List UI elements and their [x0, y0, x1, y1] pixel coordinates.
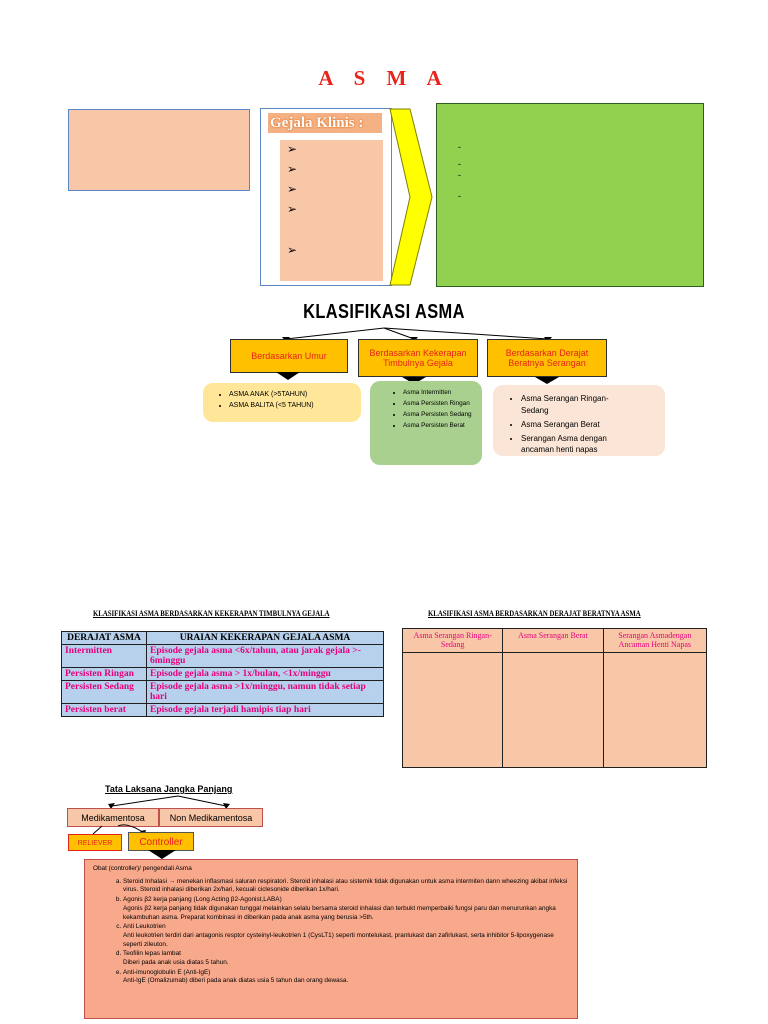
table-row — [62, 645, 384, 668]
gejala-bullet: ➢ — [287, 182, 298, 196]
drug-name: Teofilin lepas lambat — [123, 950, 181, 958]
down-arrow-icon — [276, 372, 300, 382]
table-derajat — [402, 628, 707, 768]
table-cell: Intermitten — [62, 645, 147, 668]
list-item: • Asma Serangan Ringan-Sedang — [521, 393, 635, 417]
gejala-bullet: ➢ — [287, 162, 298, 176]
drug-name: Anti-imunoglobulin E (Anti-IgE) — [123, 968, 211, 976]
kekerapan-list-box — [370, 381, 482, 465]
green-dash: - — [458, 191, 461, 201]
green-dash: - — [458, 159, 461, 169]
drug-name: Agonis β2 kerja panjang (Long Acting β2-Agonist,LABA) — [123, 896, 282, 904]
list-item: • Asma Serangan Berat — [521, 419, 635, 431]
table-derajat-title: KLASIFIKASI ASMA BERDASARKAN DERAJAT BERATNYA ASMA — [428, 609, 641, 618]
table-cell: Persisten Ringan — [62, 668, 147, 681]
page-title: A S M A — [318, 66, 450, 90]
list-item — [123, 969, 569, 986]
table-header: Asma Serangan Ringan-Sedang — [403, 629, 503, 653]
category-box-umur: Berdasarkan Umur — [230, 339, 348, 373]
drug-name: Steroid Inhalasi → menekan inflasmasi saluran respiratori. Steroid inhalasi atau sistemik tidak digunakan untuk asma intermiten dann wheezing akibat infeksi virus. Steroid inhalasi diberikan 2x/hari, kecuali ciclesonide diberikan 1x/hari. — [123, 877, 568, 894]
list-item: • ASMA ANAK (>5TAHUN) — [229, 390, 361, 399]
list-item: • Asma Persisten Sedang — [403, 410, 478, 419]
table-cell: Persisten berat — [62, 704, 147, 717]
table-header: Serangan Asmadengan Ancaman Henti Napas — [603, 629, 706, 653]
table-header: Asma Serangan Berat — [503, 629, 603, 653]
list-item — [123, 950, 569, 967]
list-item — [123, 923, 569, 949]
down-arrow-icon — [535, 377, 559, 385]
drug-desc: Anti leukotrien terdiri dari antagonis resptor cysteinyl-leukotrien 1 (CysLT1) seperti montelukast, pranlukast dan zafirlukast, serta inhibitor 5-lipoxygenase seperti zileuton. — [123, 931, 554, 948]
controller-box: Controller — [128, 832, 194, 851]
table-cell: Episode gejala asma <6x/tahun, atau jarak gejala >- 6minggu — [147, 645, 384, 668]
list-item — [123, 896, 569, 922]
reliever-box: RELIEVER — [68, 834, 122, 851]
category-box-kekerapan: Berdasarkan Kekerapan Timbulnya Gejala — [358, 339, 478, 377]
gejala-bullet: ➢ — [287, 142, 298, 156]
table-row — [62, 668, 384, 681]
derajat-list-box — [493, 385, 665, 456]
table-cell — [403, 653, 503, 768]
table-row — [62, 704, 384, 717]
table-header: URAIAN KEKERAPAN GEJALA ASMA — [147, 632, 384, 645]
gejala-klinis-title: Gejala Klinis : — [268, 113, 382, 133]
green-info-box — [436, 103, 704, 287]
tata-laksana-title: Tata Laksana Jangka Panjang — [105, 784, 233, 794]
table-row — [403, 653, 707, 768]
list-item: • Serangan Asma dengan ancaman henti napas — [521, 433, 635, 455]
table-kekerapan-title: KLASIFIKASI ASMA BERDASARKAN KEKERAPAN TIMBULNYA GEJALA — [93, 609, 330, 618]
klasifikasi-title: KLASIFIKASI ASMA — [303, 301, 465, 323]
table-cell: Episode gejala asma > 1x/bulan, <1x/minggu — [147, 668, 384, 681]
drug-desc: Agonis β2 kerja panjang tidak digunakan tunggal melainkan selalu bersama steroid inhalasi dan terbukt memperbaiki fungsi paru dan menurunkan angka kekambuhan asma. Preparat kombinasi in diberikan pada anak asma yang berusia >5th. — [123, 904, 556, 921]
gejala-bullet: ➢ — [287, 202, 298, 216]
list-item — [123, 878, 569, 895]
gejala-bullet: ➢ — [287, 243, 298, 257]
green-dash: - — [458, 142, 461, 152]
list-item: • Asma Persisten Ringan — [403, 399, 478, 408]
table-cell — [603, 653, 706, 768]
drug-name: Anti Leukotrien — [123, 923, 166, 931]
non-medikamentosa-box: Non Medikamentosa — [159, 808, 263, 827]
umur-list-box — [203, 383, 361, 422]
table-row — [62, 681, 384, 704]
table-cell: Episode gejala terjadi hamipis tiap hari — [147, 704, 384, 717]
table-kekerapan — [61, 631, 384, 717]
definition-box — [68, 109, 250, 191]
category-box-derajat: Berdasarkan Derajat Beratnya Serangan — [487, 339, 607, 377]
drug-desc: Diberi pada anak usia diatas 5 tahun. — [123, 959, 229, 967]
drug-desc: Anti-IgE (Omalizumab) diberi pada anak diatas usia 5 tahun dan orang dewasa. — [123, 977, 349, 985]
list-item: • Asma Persisten Berat — [403, 421, 478, 430]
table-cell: Persisten Sedang — [62, 681, 147, 704]
obat-heading: Obat (controller)/ pengendali Asma — [93, 865, 192, 872]
medikamentosa-box: Medikamentosa — [67, 808, 159, 827]
table-header: DERAJAT ASMA — [62, 632, 147, 645]
list-item: • Asma Intermitten — [403, 388, 478, 397]
table-cell: Episode gejala asma >1x/minggu, namun tidak setiap hari — [147, 681, 384, 704]
list-item: • ASMA BALITA (<5 TAHUN) — [229, 401, 361, 410]
chevron-arrow-icon — [388, 107, 434, 287]
controller-drug-list — [84, 859, 578, 1019]
table-cell — [503, 653, 603, 768]
green-dash: - — [458, 170, 461, 180]
